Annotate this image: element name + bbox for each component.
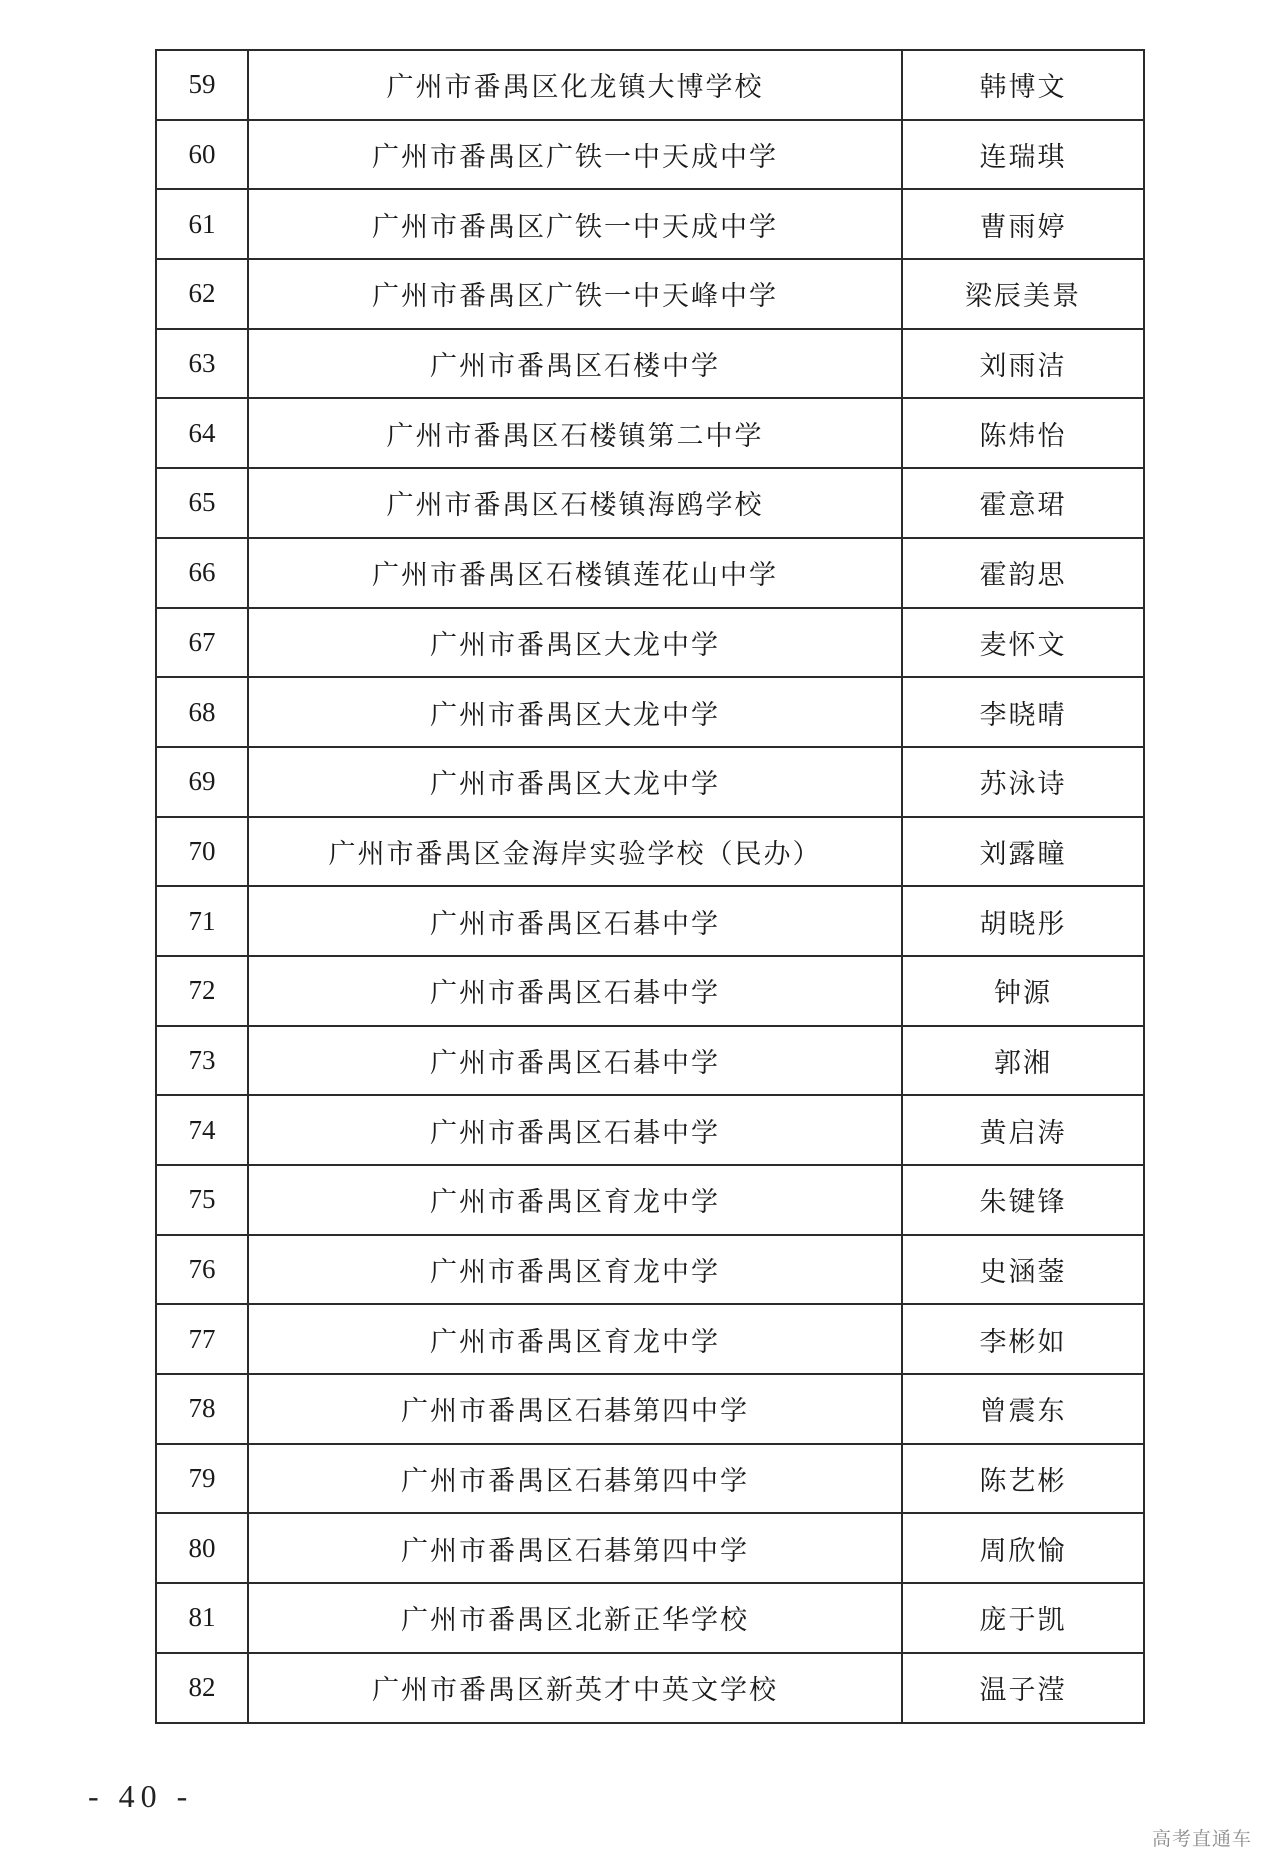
row-number-cell: 68 — [156, 677, 248, 747]
school-name-cell: 广州市番禺区石楼镇莲花山中学 — [248, 538, 902, 608]
school-name-cell: 广州市番禺区石碁中学 — [248, 886, 902, 956]
row-number-cell: 61 — [156, 189, 248, 259]
school-name-cell: 广州市番禺区化龙镇大博学校 — [248, 50, 902, 120]
student-name-cell: 周欣愉 — [902, 1513, 1144, 1583]
table-row — [156, 120, 1144, 190]
school-name-cell: 广州市番禺区石碁中学 — [248, 1026, 902, 1096]
student-name-cell: 麦怀文 — [902, 608, 1144, 678]
student-name-cell: 黄启涛 — [902, 1095, 1144, 1165]
table-row — [156, 1374, 1144, 1444]
student-name-cell: 曹雨婷 — [902, 189, 1144, 259]
school-name-cell: 广州市番禺区石楼镇海鸥学校 — [248, 468, 902, 538]
table-row — [156, 1026, 1144, 1096]
row-number-cell: 60 — [156, 120, 248, 190]
table-row — [156, 1304, 1144, 1374]
row-number-cell: 77 — [156, 1304, 248, 1374]
school-name-cell: 广州市番禺区石碁中学 — [248, 956, 902, 1026]
table-row — [156, 608, 1144, 678]
table-row — [156, 677, 1144, 747]
roster-table — [155, 49, 1145, 1724]
table-row — [156, 468, 1144, 538]
student-name-cell: 刘雨洁 — [902, 329, 1144, 399]
table-row — [156, 747, 1144, 817]
table-row — [156, 50, 1144, 120]
school-name-cell: 广州市番禺区新英才中英文学校 — [248, 1653, 902, 1723]
table-row — [156, 1165, 1144, 1235]
table-row — [156, 956, 1144, 1026]
student-name-cell: 温子滢 — [902, 1653, 1144, 1723]
school-name-cell: 广州市番禺区大龙中学 — [248, 747, 902, 817]
row-number-cell: 59 — [156, 50, 248, 120]
student-name-cell: 连瑞琪 — [902, 120, 1144, 190]
row-number-cell: 66 — [156, 538, 248, 608]
row-number-cell: 80 — [156, 1513, 248, 1583]
row-number-cell: 64 — [156, 398, 248, 468]
row-number-cell: 65 — [156, 468, 248, 538]
student-name-cell: 钟源 — [902, 956, 1144, 1026]
school-name-cell: 广州市番禺区石碁中学 — [248, 1095, 902, 1165]
school-name-cell: 广州市番禺区石碁第四中学 — [248, 1444, 902, 1514]
school-name-cell: 广州市番禺区石碁第四中学 — [248, 1374, 902, 1444]
row-number-cell: 76 — [156, 1235, 248, 1305]
school-name-cell: 广州市番禺区育龙中学 — [248, 1235, 902, 1305]
row-number-cell: 78 — [156, 1374, 248, 1444]
table-row — [156, 259, 1144, 329]
row-number-cell: 74 — [156, 1095, 248, 1165]
table-row — [156, 1235, 1144, 1305]
student-name-cell: 史涵蓥 — [902, 1235, 1144, 1305]
school-name-cell: 广州市番禺区广铁一中天峰中学 — [248, 259, 902, 329]
row-number-cell: 62 — [156, 259, 248, 329]
student-name-cell: 陈炜怡 — [902, 398, 1144, 468]
row-number-cell: 71 — [156, 886, 248, 956]
school-name-cell: 广州市番禺区大龙中学 — [248, 677, 902, 747]
row-number-cell: 67 — [156, 608, 248, 678]
student-name-cell: 陈艺彬 — [902, 1444, 1144, 1514]
table-row — [156, 329, 1144, 399]
student-name-cell: 霍意珺 — [902, 468, 1144, 538]
row-number-cell: 70 — [156, 817, 248, 887]
school-name-cell: 广州市番禺区育龙中学 — [248, 1304, 902, 1374]
row-number-cell: 75 — [156, 1165, 248, 1235]
student-name-cell: 刘露瞳 — [902, 817, 1144, 887]
table-row — [156, 398, 1144, 468]
student-name-cell: 苏泳诗 — [902, 747, 1144, 817]
row-number-cell: 63 — [156, 329, 248, 399]
roster-table-body — [156, 50, 1144, 1723]
row-number-cell: 69 — [156, 747, 248, 817]
student-name-cell: 李晓晴 — [902, 677, 1144, 747]
student-name-cell: 庞于凯 — [902, 1583, 1144, 1653]
student-name-cell: 梁辰美景 — [902, 259, 1144, 329]
student-name-cell: 郭湘 — [902, 1026, 1144, 1096]
school-name-cell: 广州市番禺区石楼镇第二中学 — [248, 398, 902, 468]
student-name-cell: 霍韵思 — [902, 538, 1144, 608]
school-name-cell: 广州市番禺区广铁一中天成中学 — [248, 120, 902, 190]
student-name-cell: 韩博文 — [902, 50, 1144, 120]
school-name-cell: 广州市番禺区石碁第四中学 — [248, 1513, 902, 1583]
watermark-text: 高考直通车 — [1151, 1828, 1252, 1850]
table-row — [156, 538, 1144, 608]
row-number-cell: 82 — [156, 1653, 248, 1723]
school-name-cell: 广州市番禺区石楼中学 — [248, 329, 902, 399]
table-row — [156, 817, 1144, 887]
table-row — [156, 886, 1144, 956]
table-row — [156, 189, 1144, 259]
table-row — [156, 1513, 1144, 1583]
student-name-cell: 曾震东 — [902, 1374, 1144, 1444]
student-name-cell: 朱键锋 — [902, 1165, 1144, 1235]
school-name-cell: 广州市番禺区大龙中学 — [248, 608, 902, 678]
table-row — [156, 1095, 1144, 1165]
school-name-cell: 广州市番禺区育龙中学 — [248, 1165, 902, 1235]
school-name-cell: 广州市番禺区北新正华学校 — [248, 1583, 902, 1653]
table-row — [156, 1653, 1144, 1723]
table-row — [156, 1444, 1144, 1514]
row-number-cell: 72 — [156, 956, 248, 1026]
school-name-cell: 广州市番禺区金海岸实验学校（民办） — [248, 817, 902, 887]
row-number-cell: 81 — [156, 1583, 248, 1653]
student-name-cell: 李彬如 — [902, 1304, 1144, 1374]
school-name-cell: 广州市番禺区广铁一中天成中学 — [248, 189, 902, 259]
page-number: - 40 - — [88, 1778, 194, 1814]
row-number-cell: 79 — [156, 1444, 248, 1514]
table-row — [156, 1583, 1144, 1653]
row-number-cell: 73 — [156, 1026, 248, 1096]
student-name-cell: 胡晓彤 — [902, 886, 1144, 956]
